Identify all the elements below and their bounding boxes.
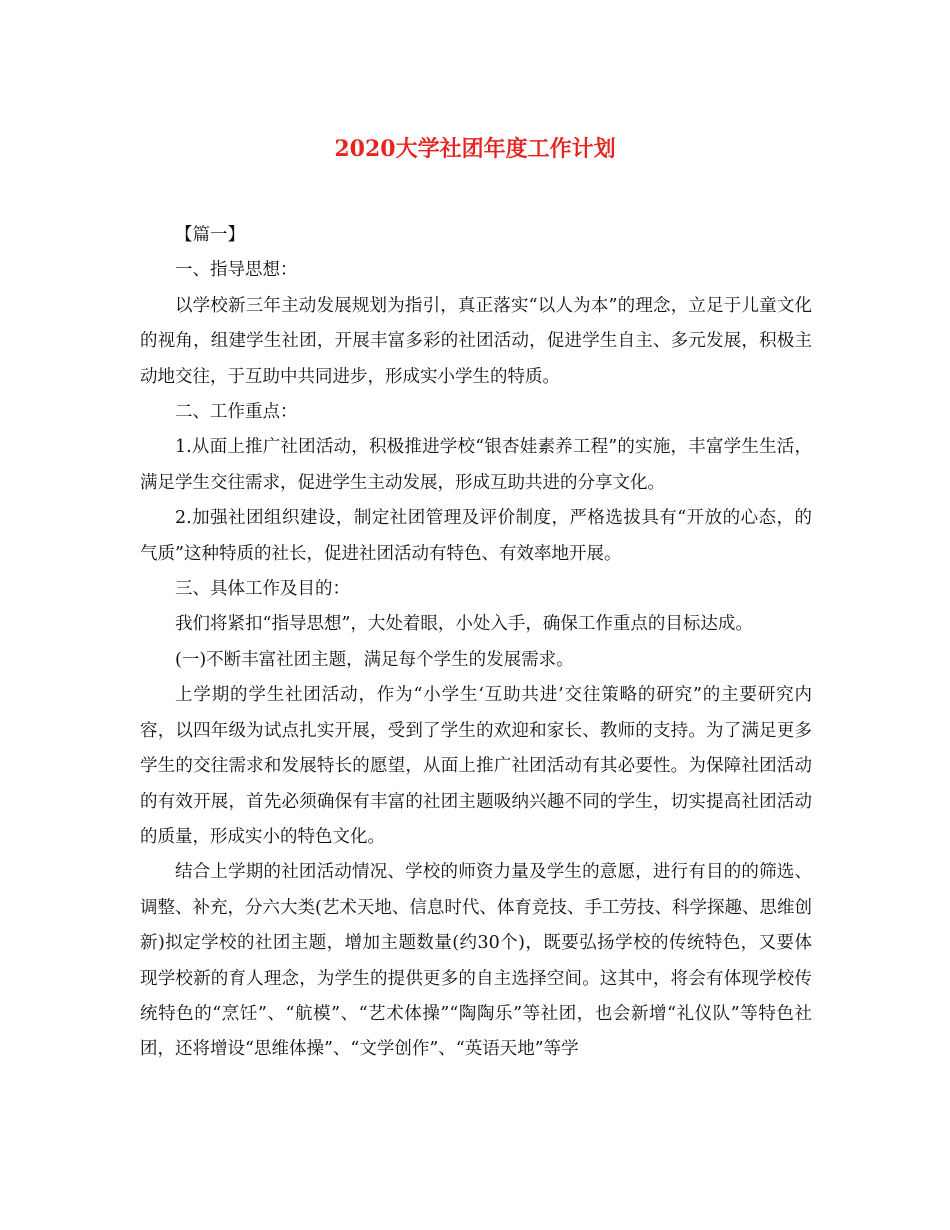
heading-work-focus: 二、工作重点： bbox=[175, 402, 298, 423]
document-body bbox=[140, 218, 812, 1068]
heading-specific-work: 三、具体工作及目的： bbox=[175, 579, 350, 600]
paragraph: 1.从面上推广社团活动，积极推进学校“银杏娃素养工程”的实施，丰富学生生活，满足学生交往需求，促进学生主动发展，形成互助共进的分享文化。 bbox=[140, 437, 812, 493]
paragraph: 上学期的学生社团活动，作为“小学生‘互助共进’交往策略的研究”的主要研究内容，以四年级为试点扎实开展，受到了学生的欢迎和家长、教师的支持。为了满足更多学生的交往需求和发展特长的愿望，从面上推广社团活动有其必要性。为保障社团活动的有效开展，首先必须确保有丰富的社团主题吸纳兴趣不同的学生，切实提高社团活动的质量，形成实小的特色文化。 bbox=[140, 685, 812, 847]
document-title: 2020大学社团年度工作计划 bbox=[334, 136, 616, 162]
paragraph: 2.加强社团组织建设，制定社团管理及评价制度，严格选拔具有“开放的心态，的气质”这种特质的社长，促进社团活动有特色、有效率地开展。 bbox=[140, 508, 812, 564]
paragraph: 我们将紧扣“指导思想”，大处着眼，小处入手，确保工作重点的目标达成。 bbox=[175, 614, 753, 635]
paragraph: 结合上学期的社团活动情况、学校的师资力量及学生的意愿，进行有目的的筛选、调整、补充，分六大类(艺术天地、信息时代、体育竞技、手工劳技、科学探趣、思维创新)拟定学校的社团主题，增加主题数量(约30个)，既要弘扬学校的传统特色，又要体现学校新的育人理念，为学生的提供更多的自主选择空间。这其中，将会有体现学校传统特色的“烹饪”、“航模”、“艺术体操”“陶陶乐”等社团，也会新增“礼仪队”等特色社团，还将增设“思维体操”、“文学创作”、“英语天地”等学 bbox=[140, 862, 812, 1060]
heading-guiding-ideology: 一、指导思想： bbox=[175, 260, 298, 281]
section-marker: 【篇一】 bbox=[175, 225, 245, 245]
paragraph: 以学校新三年主动发展规划为指引，真正落实“以人为本”的理念，立足于儿童文化的视角，组建学生社团，开展丰富多彩的社团活动，促进学生自主、多元发展，积极主动地交往，于互助中共同进步，形成实小学生的特质。 bbox=[140, 295, 812, 387]
paragraph: (一)不断丰富社团主题，满足每个学生的发展需求。 bbox=[175, 649, 574, 670]
